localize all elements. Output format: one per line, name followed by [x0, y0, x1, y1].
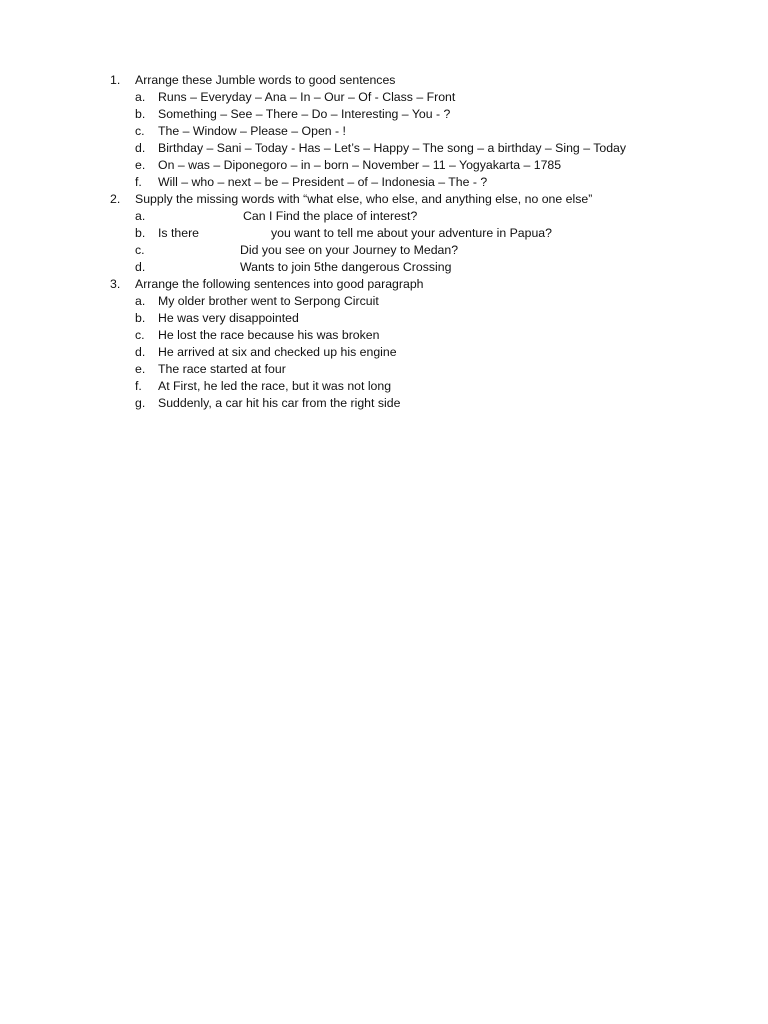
list-item	[110, 242, 710, 259]
list-item	[110, 310, 710, 327]
item-text-after: Did you see on your Journey to Medan?	[240, 243, 459, 257]
list-item	[110, 225, 710, 242]
list-item	[110, 89, 710, 106]
item-text: My older brother went to Serpong Circuit	[158, 294, 379, 308]
list-item	[110, 395, 710, 412]
item-text: The race started at four	[158, 362, 286, 376]
list-item	[110, 140, 710, 157]
list-item	[110, 378, 710, 395]
list-item	[110, 123, 710, 140]
item-letter: e.	[135, 362, 146, 376]
question-2	[110, 191, 710, 208]
item-letter: c.	[135, 124, 145, 138]
item-letter: d.	[135, 141, 146, 155]
item-text: The – Window – Please – Open - !	[158, 124, 346, 138]
question-number: 2.	[110, 192, 121, 206]
item-text: He lost the race because his was broken	[158, 328, 380, 342]
item-letter: d.	[135, 345, 146, 359]
list-item	[110, 259, 710, 276]
item-text: He was very disappointed	[158, 311, 299, 325]
item-text: Suddenly, a car hit his car from the right side	[158, 396, 401, 410]
item-text: At First, he led the race, but it was not long	[158, 379, 392, 393]
item-letter: a.	[135, 209, 146, 223]
item-text: Something – See – There – Do – Interesting – You - ?	[158, 107, 451, 121]
item-text: Runs – Everyday – Ana – In – Our – Of - Class – Front	[158, 90, 456, 104]
question-3	[110, 276, 710, 293]
item-text: On – was – Diponegoro – in – born – November – 11 – Yogyakarta – 1785	[158, 158, 562, 172]
item-text	[158, 225, 552, 242]
question-text: Arrange these Jumble words to good sentences	[135, 73, 396, 87]
item-letter: b.	[135, 226, 146, 240]
item-text	[158, 208, 417, 225]
list-item	[110, 361, 710, 378]
item-text	[158, 242, 458, 259]
item-text-after: you want to tell me about your adventure in Papua?	[271, 226, 552, 240]
list-item	[110, 327, 710, 344]
list-item	[110, 174, 710, 191]
list-item	[110, 157, 710, 174]
item-letter: a.	[135, 294, 146, 308]
list-item	[110, 293, 710, 310]
item-text: Birthday – Sani – Today - Has – Let’s – Happy – The song – a birthday – Sing – Today	[158, 141, 627, 155]
item-letter: b.	[135, 311, 146, 325]
question-list	[110, 72, 710, 412]
item-letter: a.	[135, 90, 146, 104]
item-letter: d.	[135, 260, 146, 274]
item-letter: e.	[135, 158, 146, 172]
item-text-after: Can I Find the place of interest?	[243, 209, 418, 223]
item-letter: f.	[135, 175, 142, 189]
item-letter: c.	[135, 328, 145, 342]
item-text: He arrived at six and checked up his engine	[158, 345, 397, 359]
item-text-before: Is there	[158, 226, 200, 240]
question-number: 3.	[110, 277, 121, 291]
question-1	[110, 72, 710, 89]
item-text: Will – who – next – be – President – of – Indonesia – The - ?	[158, 175, 488, 189]
list-item	[110, 208, 710, 225]
item-letter: f.	[135, 379, 142, 393]
question-text: Arrange the following sentences into good paragraph	[135, 277, 424, 291]
item-letter: c.	[135, 243, 145, 257]
item-text-after: Wants to join 5the dangerous Crossing	[240, 260, 452, 274]
item-text	[158, 259, 451, 276]
list-item	[110, 106, 710, 123]
question-text: Supply the missing words with “what else, who else, and anything else, no one else”	[135, 192, 593, 206]
item-letter: b.	[135, 107, 146, 121]
question-number: 1.	[110, 73, 121, 87]
list-item	[110, 344, 710, 361]
item-letter: g.	[135, 396, 146, 410]
